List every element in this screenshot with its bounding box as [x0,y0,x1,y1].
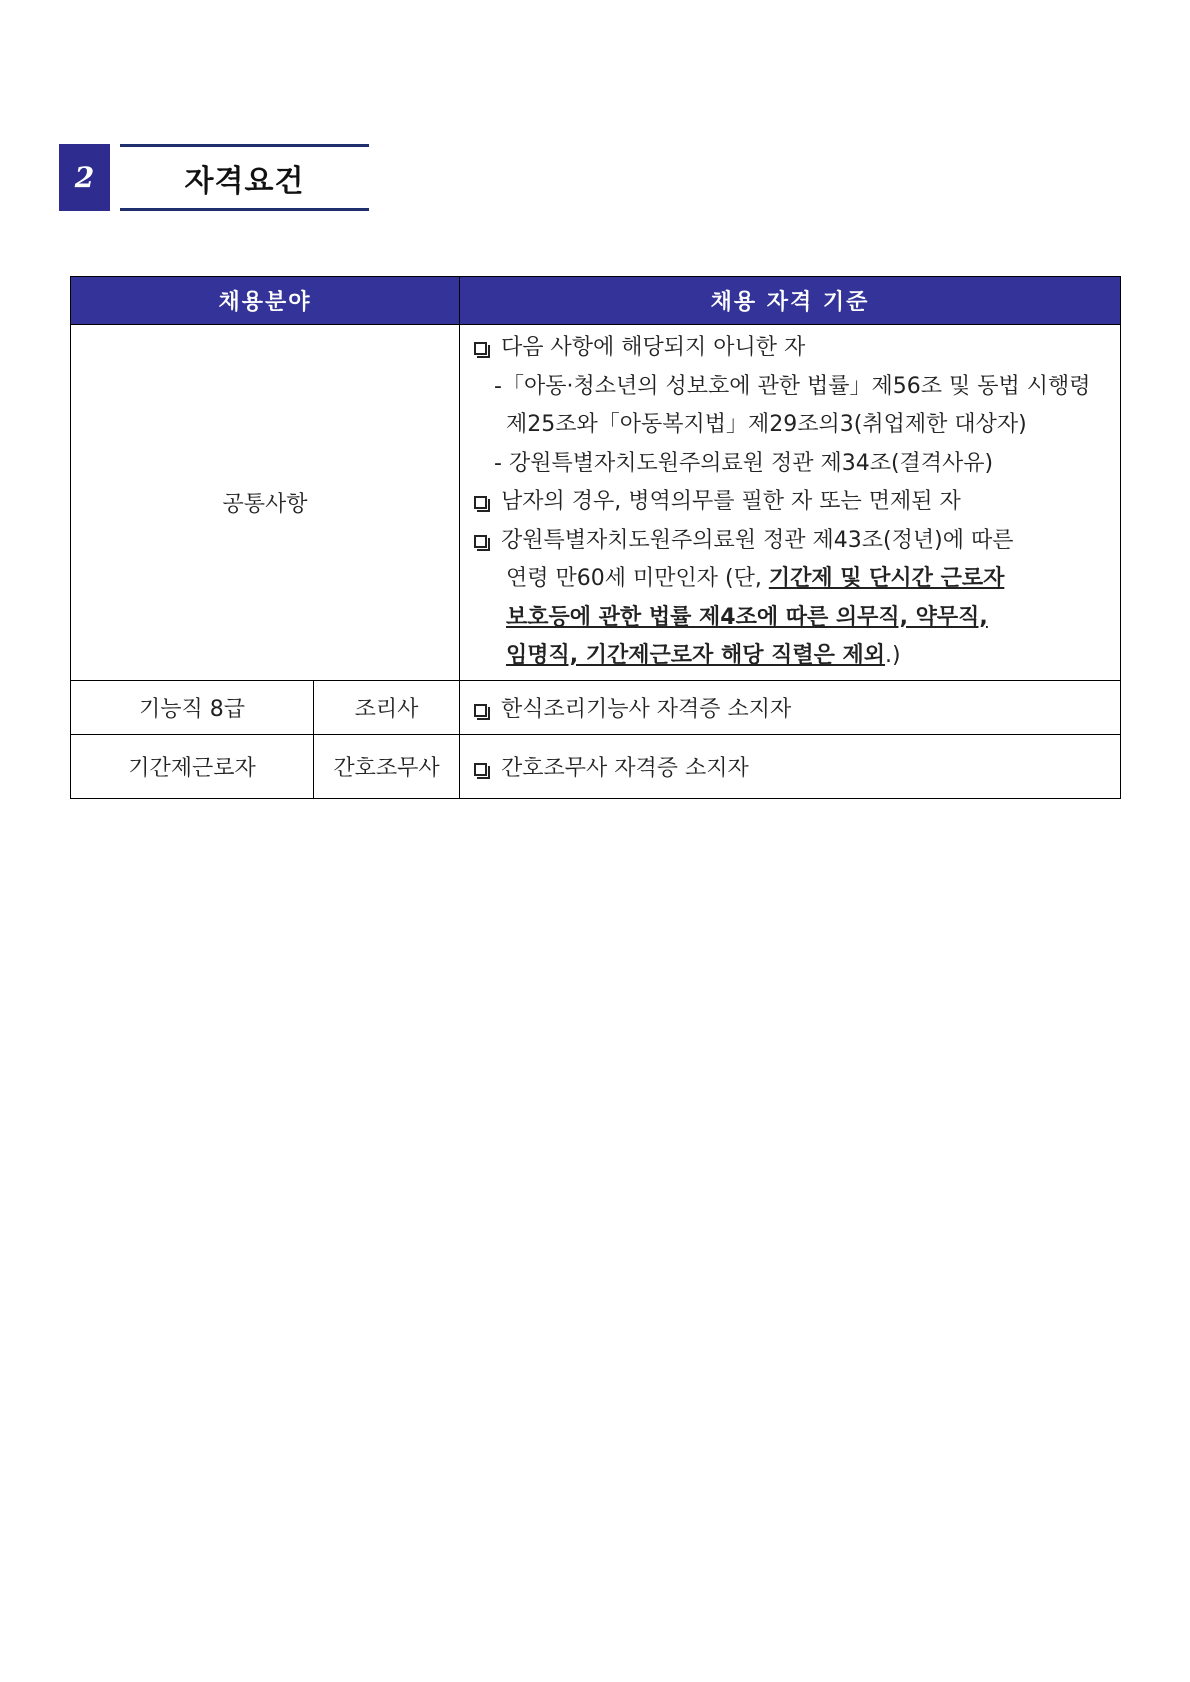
criteria-line: 제25조와「아동복지법」제29조의3(취업제한 대상자) [506,412,1027,437]
row-criteria: 간호조무사 자격증 소지자 [460,734,1121,798]
checkbox-bullet-icon [474,342,487,355]
row-category: 기능직 8급 [71,680,314,734]
section-number: 2 [59,144,110,211]
underlined-text: 기간제 및 단시간 근로자 [768,566,1005,591]
common-criteria [460,325,1121,681]
underlined-text: 보호등에 관한 법률 제4조에 따른 의무직, 약무직, [506,604,988,630]
checkbox-bullet-icon [474,535,487,548]
criteria-line: 다음 사항에 해당되지 아니한 자 [474,329,1112,368]
checkbox-bullet-icon [474,496,487,509]
underlined-text: 임명직, 기간제근로자 해당 직렬은 제외 [506,643,886,668]
checkbox-bullet-icon [474,763,487,776]
row-category: 기간제근로자 [71,734,314,798]
header-field: 채용분야 [71,277,460,325]
criteria-line: -「아동·청소년의 성보호에 관한 법률」제56조 및 동법 시행령 [494,373,1091,399]
criteria-line [474,599,1112,638]
table-row [71,734,1121,798]
table-row [71,680,1121,734]
criteria-line: 남자의 경우, 병역의무를 필한 자 또는 면제된 자 [474,483,1112,522]
criteria-line: 연령 만60세 미만인자 (단, 기간제 및 단시간 근로자 [506,566,1005,591]
row-position: 조리사 [314,680,460,734]
row-position: 간호조무사 [314,734,460,798]
criteria-line: 임명직, 기간제근로자 해당 직렬은 제외.) [506,643,901,668]
common-label: 공통사항 [71,325,460,681]
row-criteria: 한식조리기능사 자격증 소지자 [460,680,1121,734]
header-criteria: 채용 자격 기준 [460,277,1121,325]
section-title: 자격요건 [120,144,369,211]
requirements-table [70,276,1121,799]
checkbox-bullet-icon [474,704,487,717]
criteria-line: 강원특별자치도원주의료원 정관 제43조(정년)에 따른 [474,522,1112,561]
criteria-line: - 강원특별자치도원주의료원 정관 제34조(결격사유) [494,450,994,476]
